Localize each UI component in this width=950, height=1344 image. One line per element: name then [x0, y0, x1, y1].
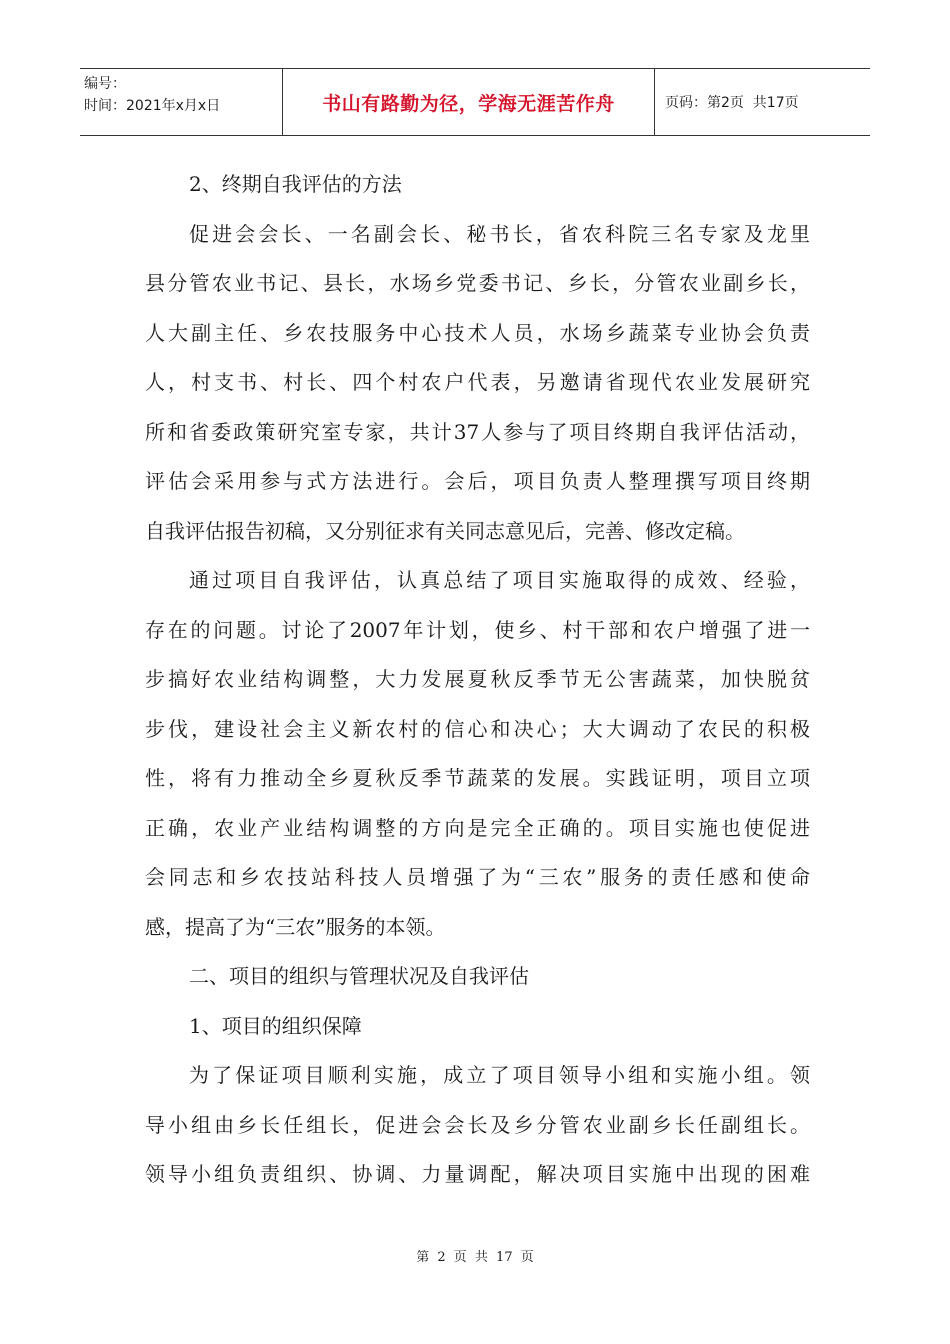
page-footer	[0, 1246, 950, 1265]
paragraph-line: 步伐，建设社会主义新农村的信心和决心；大大调动了农民的积极	[145, 716, 810, 741]
paragraph-line: 导小组由乡长任组长，促进会会长及乡分管农业副乡长任副组长。	[145, 1112, 810, 1137]
section-heading-organization: 二、项目的组织与管理状况及自我评估	[189, 964, 529, 988]
paragraph-line: 评估会采用参与式方法进行。会后，项目负责人整理撰写项目终期	[145, 469, 810, 493]
paragraph-line: 存在的问题。讨论了2007年计划，使乡、村干部和农户增强了进一	[145, 617, 810, 642]
paragraph-line: 正确，农业产业结构调整的方向是完全正确的。项目实施也使促进	[145, 815, 810, 840]
paragraph-line: 感，提高了为“三农”服务的本领。	[145, 914, 446, 939]
paragraph-line: 人大副主任、乡农技服务中心技术人员，水场乡蔬菜专业协会负责	[145, 320, 810, 345]
paragraph-line: 通过项目自我评估，认真总结了项目实施取得的成效、经验，	[189, 568, 810, 592]
paragraph-line: 促进会会长、一名副会长、秘书长，省农科院三名专家及龙里	[189, 221, 810, 246]
header-motto-cell	[283, 69, 655, 135]
header-motto: 书山有路勤为径，学海无涯苦作舟	[322, 92, 615, 115]
paragraph-line: 人，村支书、村长、四个村农户代表，另邀请省现代农业发展研究	[145, 370, 810, 394]
document-body	[145, 160, 810, 1200]
footer-page-number: 第 2 页 共 17 页	[416, 1250, 534, 1265]
paragraph-line: 会同志和乡农技站科技人员增强了为“三农”服务的责任感和使命	[145, 865, 810, 889]
paragraph-line: 步搞好农业结构调整，大力发展夏秋反季节无公害蔬菜，加快脱贫	[145, 667, 810, 691]
header-page-cell	[655, 69, 870, 135]
header-page-info: 页码：第2页 共17页	[665, 95, 799, 111]
document-header	[80, 68, 870, 136]
document-number-label: 编号：	[84, 76, 126, 92]
paragraph-line: 性，将有力推动全乡夏秋反季节蔬菜的发展。实践证明，项目立项	[145, 766, 810, 790]
paragraph-line: 县分管农业书记、县长，水场乡党委书记、乡长，分管农业副乡长，	[145, 271, 810, 295]
paragraph-line: 自我评估报告初稿，又分别征求有关同志意见后，完善、修改定稿。	[145, 518, 745, 543]
section-heading-evaluation-method: 2、终期自我评估的方法	[189, 172, 402, 196]
paragraph-line: 领导小组负责组织、协调、力量调配，解决项目实施中出现的困难	[145, 1162, 810, 1186]
subsection-heading-organization-guarantee: 1、项目的组织保障	[189, 1013, 362, 1038]
document-date: 时间：2021年x月x日	[84, 98, 221, 114]
header-meta-cell	[80, 69, 283, 135]
paragraph-line: 所和省委政策研究室专家，共计37人参与了项目终期自我评估活动，	[145, 419, 810, 444]
paragraph-line: 为了保证项目顺利实施，成立了项目领导小组和实施小组。领	[189, 1063, 810, 1087]
